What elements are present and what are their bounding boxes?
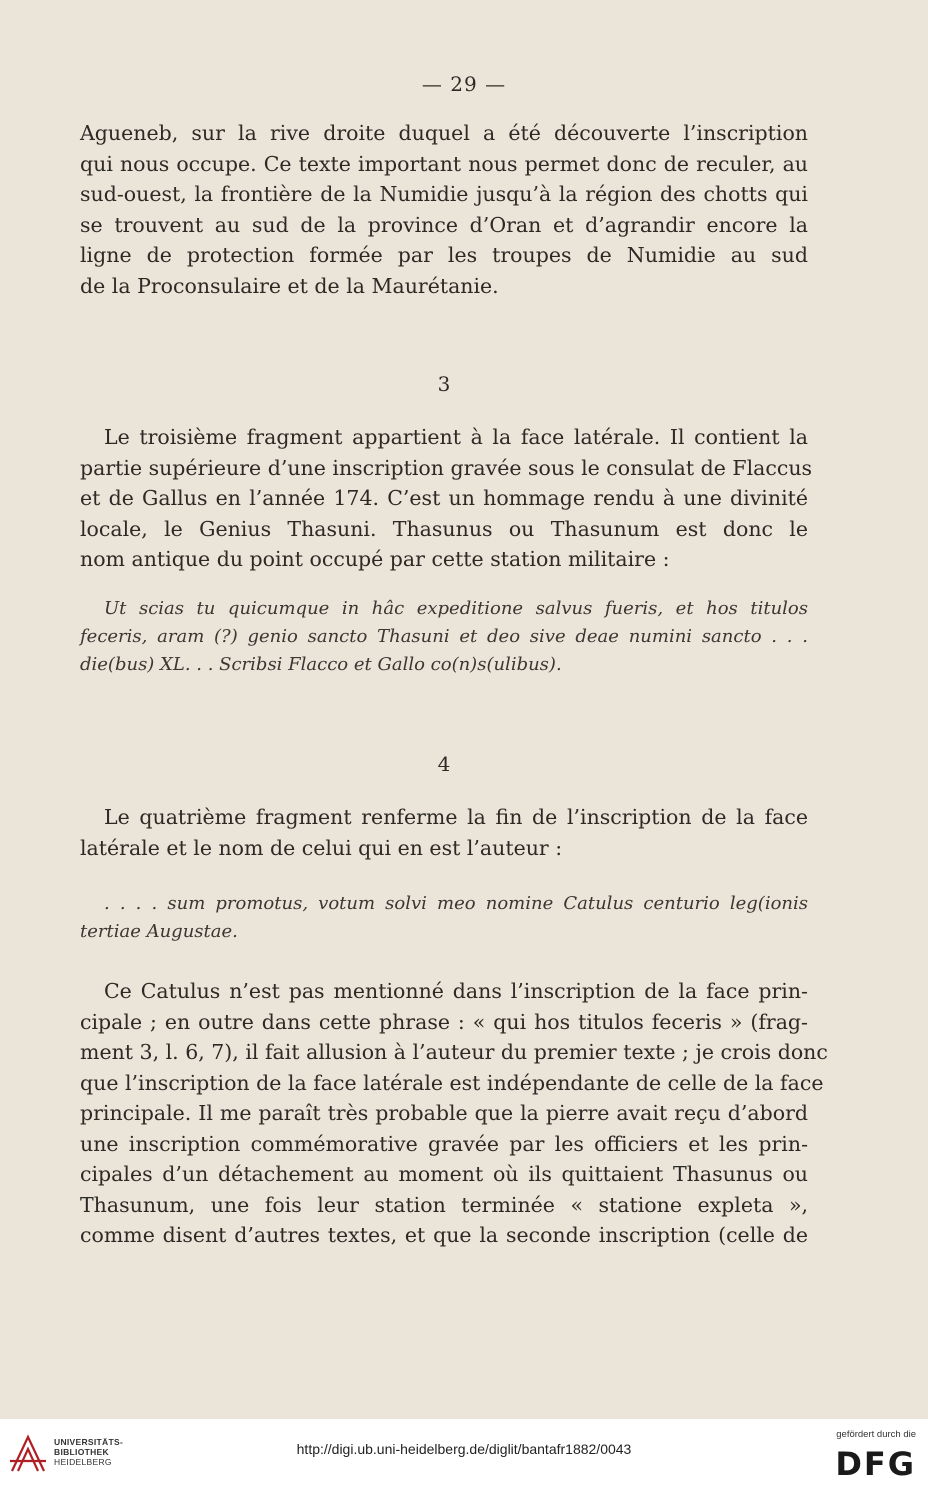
text-line: locale, le Genius Thasuni. Thasunus ou Thasunum est donc le (80, 516, 808, 541)
text-line: sud-ouest, la frontière de la Numidie jusqu’à la région des chotts qui (80, 182, 808, 206)
text-line: Le quatrième fragment renferme la fin de l’inscription de la face (104, 805, 808, 829)
text-line: se trouvent au sud de la province d’Oran et d’agrandir encore la (80, 212, 808, 237)
dfg-logo: DFG (835, 1445, 916, 1483)
text-line: une inscription commémorative gravée par les officiers et les prin- (80, 1131, 808, 1156)
uni-line: HEIDELBERG (54, 1457, 112, 1467)
inscription-fragment-3 (80, 595, 808, 679)
text-line: et de Gallus en l’année 174. C’est un hommage rendu à une divinité (80, 486, 808, 510)
text-line: que l’inscription de la face latérale est indépendante de celle de la face (80, 1070, 824, 1095)
text-line: qui nous occupe. Ce texte important nous permet donc de reculer, au (80, 151, 808, 176)
section-number-3: 3 (437, 372, 451, 396)
text-line: de la Proconsulaire et de la Maurétanie. (80, 273, 499, 298)
page-number: — 29 — (421, 72, 507, 96)
text-line: Agueneb, sur la rive droite duquel a été découverte l’inscription (80, 121, 808, 145)
text-line: partie supérieure d’une inscription gravée sous le consulat de Flaccus (80, 455, 813, 480)
dfg-caption: gefördert durch die (836, 1429, 916, 1440)
section-number-4: 4 (437, 752, 451, 776)
uni-line: UNIVERSITÄTS- (54, 1437, 124, 1447)
text-line: ligne de protection formée par les troupes de Numidie au sud (80, 243, 808, 267)
text-line: principale. Il me paraît très probable que la pierre avait reçu d’abord (80, 1101, 808, 1125)
uni-line: BIBLIOTHEK (54, 1447, 109, 1457)
inscription-line: tertiae Augustae. (80, 921, 238, 942)
paragraph-1 (80, 118, 808, 301)
text-line: Le troisième fragment appartient à la face latérale. Il contient la (104, 425, 808, 449)
text-line: latérale et le nom de celui qui en est l’auteur : (80, 835, 563, 860)
text-line: ment 3, l. 6, 7), il fait allusion à l’auteur du premier texte ; je crois donc (80, 1040, 828, 1064)
text-line: comme disent d’autres textes, et que la seconde inscription (celle de (80, 1223, 808, 1247)
text-line: cipales d’un détachement au moment où ils quittaient Thasunus ou (80, 1162, 808, 1186)
text-line: nom antique du point occupé par cette station militaire : (80, 547, 670, 571)
paragraph-2 (80, 422, 813, 575)
inscription-line: Ut scias tu quicumque in hâc expeditione salvus fueris, et hos titulos (104, 598, 808, 619)
inscription-line: feceris, aram (?) genio sancto Thasuni et deo sive deae numini sancto . . . (80, 626, 808, 647)
document-url-link[interactable]: http://digi.ub.uni-heidelberg.de/diglit/bantafr1882/0043 (296, 1441, 632, 1457)
inscription-line: . . . . sum promotus, votum solvi meo nomine Catulus centurio leg(ionis (104, 893, 808, 914)
footer-bar (0, 1419, 928, 1487)
paragraph-4 (80, 976, 828, 1251)
inscription-line: die(bus) XL. . . Scribsi Flacco et Gallo co(n)s(ulibus). (80, 654, 562, 675)
text-line: Thasunum, une fois leur station terminée « statione expleta », (80, 1192, 808, 1217)
text-line: cipale ; en outre dans cette phrase : « qui hos titulos feceris » (frag- (80, 1009, 808, 1034)
inscription-fragment-4 (80, 890, 808, 946)
paragraph-3 (80, 802, 808, 863)
text-line: Ce Catulus n’est pas mentionné dans l’inscription de la face prin- (104, 979, 808, 1003)
